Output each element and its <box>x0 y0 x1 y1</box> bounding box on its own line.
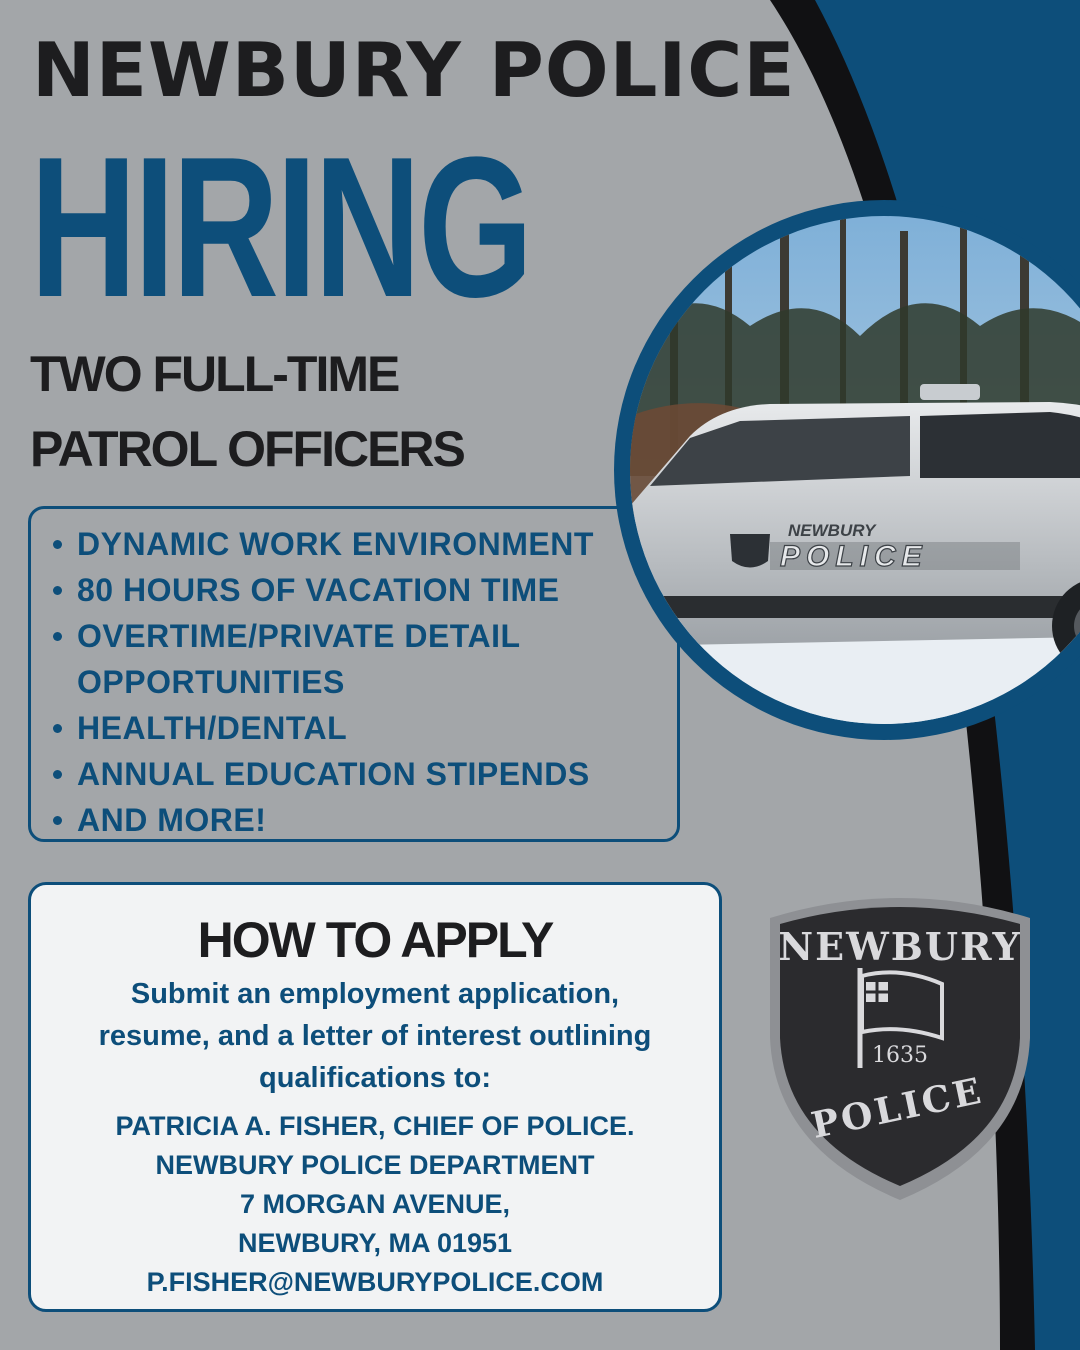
bullet-icon <box>53 816 62 825</box>
list-item <box>77 705 594 751</box>
bullet-icon <box>53 586 62 595</box>
contact-name: PATRICIA A. FISHER, CHIEF OF POLICE. <box>115 1111 635 1141</box>
position-line-2: PATROL OFFICERS <box>30 421 464 477</box>
bullet-icon <box>53 540 62 549</box>
hiring-headline: HIRING <box>30 116 531 339</box>
list-item <box>77 613 594 659</box>
list-item-continuation <box>77 659 594 705</box>
benefit-text: OPPORTUNITIES <box>77 664 345 700</box>
benefit-text: HEALTH/DENTAL <box>77 710 348 746</box>
how-to-apply-panel <box>28 882 722 1312</box>
contact-street: 7 MORGAN AVENUE, <box>239 1189 511 1219</box>
police-patch-badge <box>760 888 1040 1208</box>
car-door-text-top: NEWBURY <box>788 521 876 540</box>
list-item <box>77 797 594 843</box>
apply-line-1: Submit an employment application, <box>130 978 620 1010</box>
benefit-text: 80 HOURS OF VACATION TIME <box>77 572 560 608</box>
badge-top-text: NEWBURY <box>778 924 1022 969</box>
contact-department: NEWBURY POLICE DEPARTMENT <box>155 1150 595 1180</box>
contact-block <box>31 1107 719 1302</box>
benefits-box <box>28 506 680 842</box>
list-item <box>77 521 594 567</box>
apply-line-2: resume, and a letter of interest outlining <box>98 1020 652 1052</box>
position-line-1: TWO FULL-TIME <box>30 346 399 402</box>
contact-email-link[interactable]: P.FISHER@NEWBURYPOLICE.COM <box>146 1267 604 1297</box>
benefit-text: OVERTIME/PRIVATE DETAIL <box>77 618 521 654</box>
bullet-icon <box>53 632 62 641</box>
apply-line-3: qualifications to: <box>259 1062 491 1094</box>
benefit-text: ANNUAL EDUCATION STIPENDS <box>77 756 590 792</box>
agency-title: NEWBURY POLICE <box>32 26 796 114</box>
apply-instructions <box>41 973 709 1099</box>
patrol-car-illustration <box>630 216 1080 724</box>
list-item <box>77 567 594 613</box>
patrol-car-photo <box>630 216 1080 724</box>
benefits-list <box>77 521 594 843</box>
badge-year: 1635 <box>872 1043 928 1068</box>
benefit-text: DYNAMIC WORK ENVIRONMENT <box>77 526 594 562</box>
bullet-icon <box>53 770 62 779</box>
benefit-text: AND MORE! <box>77 802 267 838</box>
contact-city: NEWBURY, MA 01951 <box>237 1228 513 1258</box>
list-item <box>77 751 594 797</box>
apply-heading: HOW TO APPLY <box>197 912 553 968</box>
bullet-icon <box>53 724 62 733</box>
badge-bottom-text: POLICE <box>807 1069 988 1147</box>
car-door-text-main: POLICE <box>780 540 928 573</box>
